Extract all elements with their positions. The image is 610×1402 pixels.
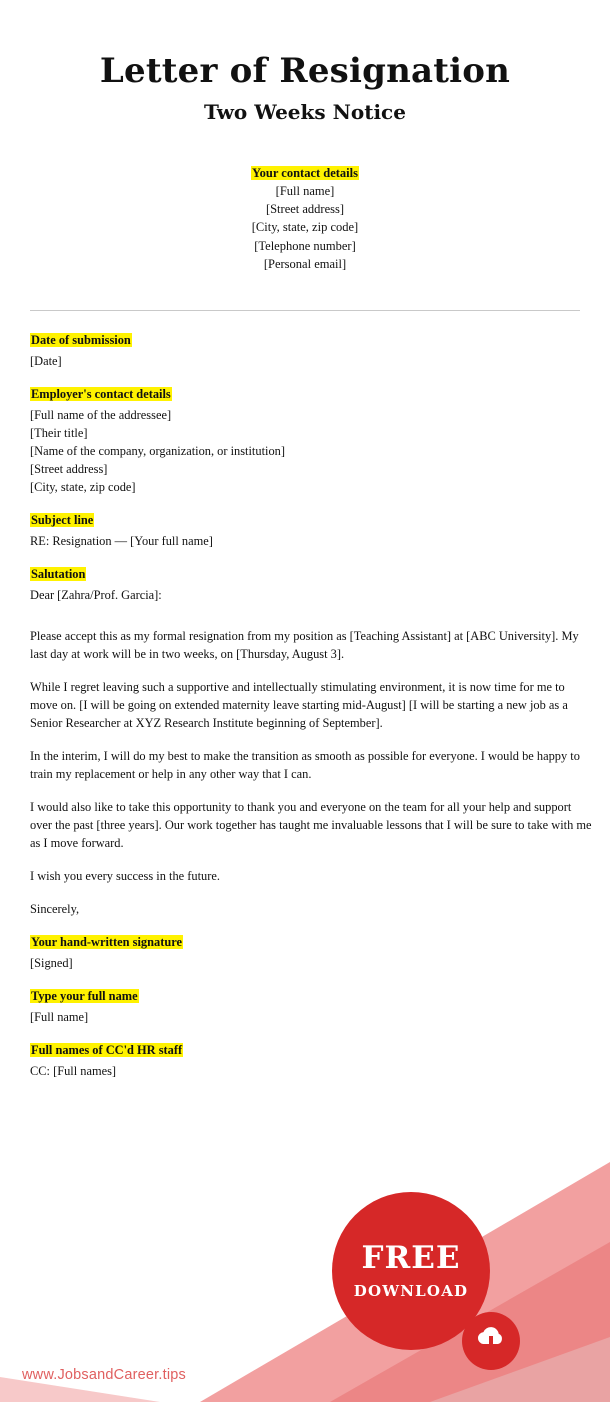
letter-paragraph: Please accept this as my formal resignation from my position as [Teaching Assistant] at [ABC University]. My last day at work will be in two weeks, on [Thursday, August 3].	[30, 628, 579, 661]
section-subject-line	[30, 512, 592, 551]
title-block	[0, 0, 610, 124]
letter-paragraph: I wish you every success in the future.	[30, 868, 220, 883]
section-line: [Street address]	[30, 461, 108, 476]
page-subtitle: Two Weeks Notice	[204, 100, 406, 125]
section-date-of-submission	[30, 332, 592, 371]
section-line: [Signed]	[30, 955, 73, 970]
page-title: Letter of Resignation	[99, 51, 511, 91]
section-label: Date of submission	[31, 333, 131, 347]
sender-contact-heading: Your contact details	[251, 166, 358, 181]
letter-body	[30, 332, 592, 1096]
section-line: [Name of the company, organization, or institution]	[30, 443, 285, 458]
sender-contact-line: [City, state, zip code]	[251, 220, 359, 235]
section-line: Dear [Zahra/Prof. Garcia]:	[30, 587, 162, 602]
decorative-footer-shapes	[0, 1162, 610, 1402]
badge-subtitle: DOWNLOAD	[353, 1281, 469, 1300]
site-url[interactable]: www.JobsandCareer.tips	[22, 1367, 186, 1383]
section-typed-name	[30, 988, 592, 1027]
section-label: Full names of CC'd HR staff	[31, 1042, 183, 1057]
section-line: [Date]	[30, 353, 62, 368]
spacer	[30, 620, 592, 628]
section-label: Employer's contact details	[31, 386, 171, 401]
section-line: [Full name]	[30, 1009, 89, 1024]
section-label: Your hand-written signature	[31, 934, 182, 949]
horizontal-divider	[30, 310, 580, 311]
section-line: [Their title]	[30, 425, 88, 440]
sender-contact-line: [Street address]	[265, 202, 345, 217]
section-line: [City, state, zip code]	[30, 479, 136, 494]
letter-paragraph: I would also like to take this opportunity to thank you and everyone on the team for all your help and support over the past [three years]. Our work together has taught me invaluable lessons that I will be sure to take with me as I move forward.	[30, 799, 592, 850]
section-label: Subject line	[31, 512, 94, 527]
badge-title: FREE	[361, 1239, 461, 1276]
sender-contact-line: [Telephone number]	[254, 238, 356, 253]
section-line: CC: [Full names]	[30, 1063, 117, 1078]
letter-paragraph: In the interim, I will do my best to make the transition as smooth as possible for everyone. I would be happy to train my replacement or help in any other way that I can.	[30, 748, 580, 781]
section-line: [Full name of the addressee]	[30, 407, 172, 422]
section-line: RE: Resignation — [Your full name]	[30, 533, 213, 548]
sender-contact-block	[0, 164, 610, 273]
sender-contact-line: [Full name]	[275, 184, 335, 199]
section-salutation	[30, 566, 592, 605]
letter-paragraph: While I regret leaving such a supportive and intellectually stimulating environment, it is now time for me to move on. [I will be going on extended maternity leave starting mid-August] [I will be starting a new job as a Senior Researcher at XYZ Research Institute beginning of September].	[30, 679, 568, 730]
letter-closing: Sincerely,	[30, 901, 80, 916]
section-employer-contact	[30, 386, 592, 497]
section-label: Type your full name	[31, 988, 138, 1003]
cloud-download-icon	[474, 1324, 508, 1359]
download-button[interactable]	[462, 1312, 520, 1370]
section-label: Salutation	[31, 566, 86, 581]
section-signature	[30, 934, 592, 973]
section-cc-hr	[30, 1042, 592, 1081]
sender-contact-line: [Personal email]	[263, 256, 347, 271]
